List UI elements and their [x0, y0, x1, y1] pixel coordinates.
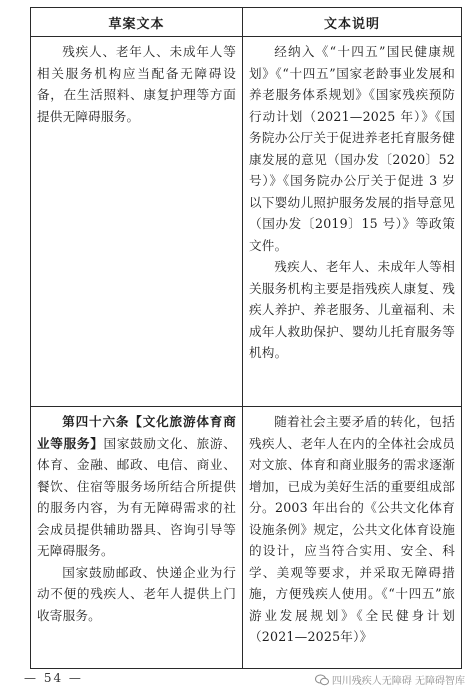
draft-paragraph: 国家鼓励邮政、快递企业为行动不便的残疾人、老年人提供上门收寄服务。	[37, 564, 236, 623]
chat-bubble-icon	[315, 674, 329, 686]
comparison-table	[30, 7, 462, 669]
explanation-paragraph: 经纳入《“十四五”国民健康规划》《“十四五”国家老龄事业发展和养老服务体系规划》《国家残疾预防行动计划（2021—2025 年）》《国务院办公厅关于促进养老托育服务健康发展的意见（国办发〔2020〕52 号）》《国务院办公厅关于促进 3 岁以下婴幼儿照护服务发展的指导意见（国办发〔2019〕15 号）》等政策文件。	[249, 44, 455, 253]
watermark	[315, 672, 465, 687]
explanation-cell-2	[243, 407, 462, 669]
draft-paragraph	[37, 411, 236, 562]
article-title: 第四十六条【文化旅游体育商业等服务】	[37, 414, 236, 451]
table-row	[31, 407, 462, 669]
header-text-explanation: 文本说明	[243, 8, 462, 37]
draft-paragraph: 残疾人、老年人、未成年人等相关服务机构应当配备无障碍设备，在生活照料、康复护理等方面提供无障碍服务。	[37, 44, 236, 124]
draft-cell-2	[31, 407, 243, 669]
table-row	[31, 37, 462, 407]
page-number: — 54 —	[24, 671, 83, 685]
watermark-text: 四川残疾人无障碍 无障碍智库	[331, 676, 465, 687]
article-body: 国家鼓励文化、旅游、体育、金融、邮政、电信、商业、餐饮、住宿等服务场所结合所提供的服务内容，为有无障碍需求的社会成员提供辅助器具、咨询引导等无障碍服务。	[37, 435, 237, 558]
explanation-paragraph: 随着社会主要矛盾的转化，包括残疾人、老年人在内的全体社会成员对文旅、体育和商业服务的需求逐渐增加，已成为美好生活的重要组成部分。2003 年出台的《公共文化体育设施条例》规定，公共文化体育设施的设计，应当符合实用、安全、科学、美观等要求，并采取无障碍措施，方便残疾人使用。《“十四五”旅游业发展规划》《全民健身计划（2021—2025年）》	[249, 414, 455, 644]
table-header-row	[31, 8, 462, 37]
draft-cell-1	[31, 37, 243, 407]
explanation-paragraph: 残疾人、老年人、未成年人等相关服务机构主要是指残疾人康复、残疾人养护、养老服务、儿童福利、未成年人救助保护、婴幼儿托育服务等机构。	[249, 259, 455, 360]
header-draft-text: 草案文本	[31, 8, 243, 37]
explanation-cell-1	[243, 37, 462, 407]
